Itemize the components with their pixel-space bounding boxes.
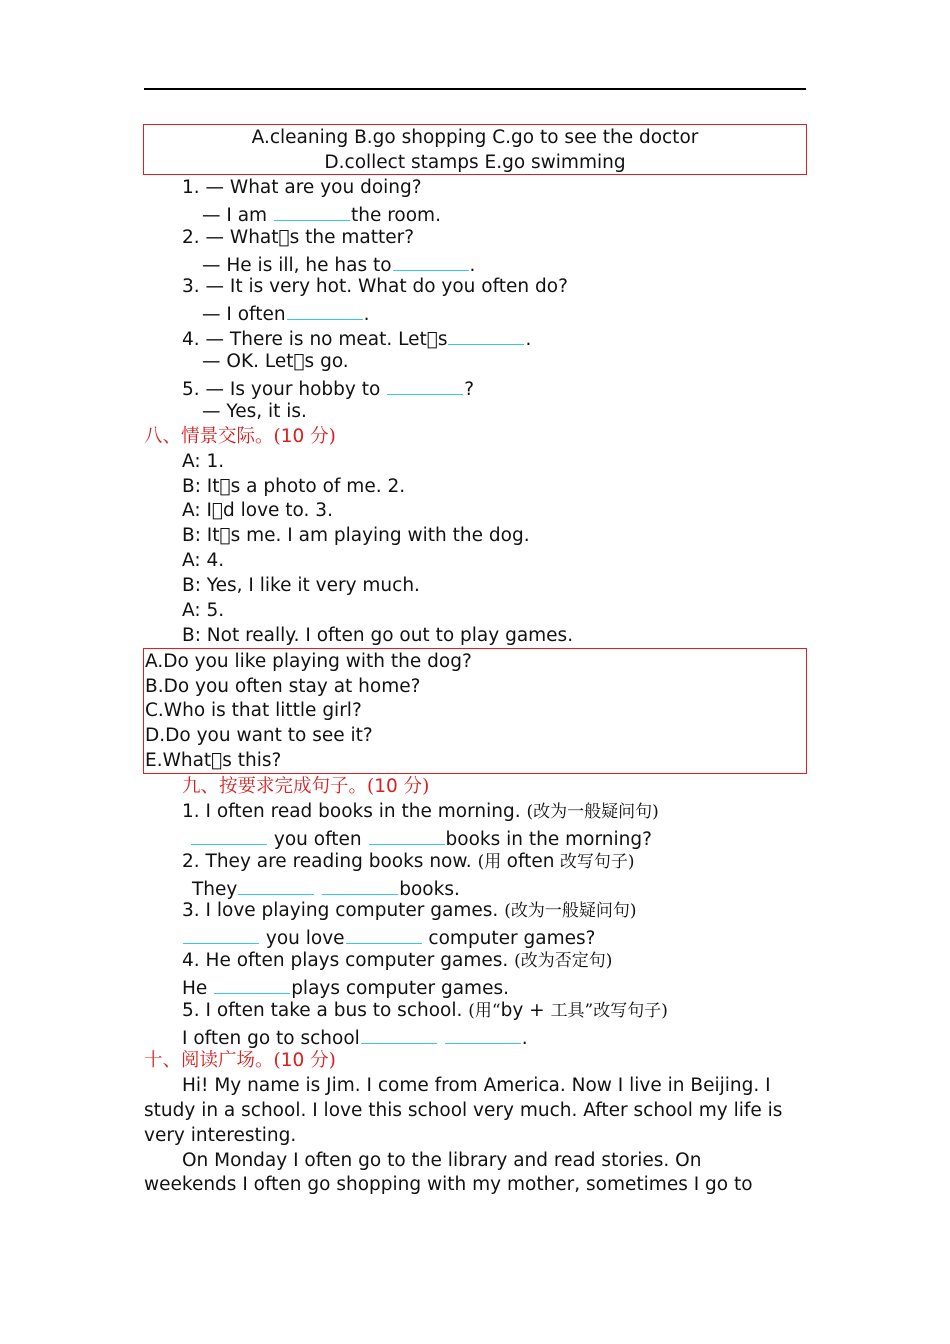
header-rule <box>144 88 806 90</box>
q7-4-answer: — OK. Let s go. <box>202 351 344 372</box>
answer-blank[interactable] <box>393 250 469 271</box>
answer-blank[interactable] <box>445 1023 521 1044</box>
q7-5-question: 5. — Is your hobby to ? <box>182 374 474 399</box>
option-e: E.What s this? <box>145 750 277 771</box>
answer-blank[interactable] <box>346 923 422 944</box>
answer-blank[interactable] <box>387 374 463 395</box>
word-bank-row-2: D.collect stamps E.go swimming <box>324 152 626 173</box>
answer-blank[interactable] <box>274 200 350 221</box>
q9-3-prompt: 3. I love playing computer games. (改为一般疑问句) <box>182 900 637 921</box>
q9-4-answer: He plays computer games. <box>182 973 509 998</box>
option-a: A.Do you like playing with the dog? <box>145 651 472 672</box>
reading-line: very interesting. <box>144 1125 297 1146</box>
dialogue-line: A: I d love to. 3. <box>182 500 328 521</box>
answer-blank[interactable] <box>448 324 524 345</box>
answer-blank[interactable] <box>183 923 259 944</box>
q7-3-answer: — I often . <box>202 299 369 324</box>
answer-blank[interactable] <box>369 824 445 845</box>
q7-1-answer: — I am the room. <box>202 200 441 225</box>
dialogue-line: B: Yes, I like it very much. <box>182 575 420 596</box>
option-c: C.Who is that little girl? <box>145 700 362 721</box>
q7-2-question: 2. — What s the matter? <box>182 227 409 248</box>
answer-blank[interactable] <box>322 874 398 895</box>
section-9-title: 九、按要求完成句子。(10 分) <box>182 776 430 797</box>
dialogue-line: B: It s a photo of me. 2. <box>182 476 400 497</box>
section-10-title: 十、阅读广场。(10 分) <box>144 1050 336 1071</box>
answer-blank[interactable] <box>361 1023 437 1044</box>
reading-line: Hi! My name is Jim. I come from America. Now I live in Beijing. I <box>182 1075 771 1096</box>
q9-3-answer: you love computer games? <box>182 923 595 948</box>
q7-4-question: 4. — There is no meat. Let s . <box>182 324 531 349</box>
q7-3-question: 3. — It is very hot. What do you often do? <box>182 276 568 297</box>
q7-1-question: 1. — What are you doing? <box>182 177 422 198</box>
section-8-title: 八、情景交际。(10 分) <box>144 426 336 447</box>
answer-blank[interactable] <box>238 874 314 895</box>
answer-blank[interactable] <box>214 973 290 994</box>
q9-5-answer: I often go to school . <box>182 1023 528 1048</box>
q9-1-prompt: 1. I often read books in the morning. (改为一般疑问句) <box>182 801 659 822</box>
dialogue-line: A: 1. <box>182 451 225 472</box>
dialogue-line: B: It s me. I am playing with the dog. <box>182 525 525 546</box>
dialogue-line: A: 5. <box>182 600 225 621</box>
word-bank-row-1: A.cleaning B.go shopping C.go to see the doctor <box>251 127 699 148</box>
dialogue-line: B: Not really. I often go out to play games. <box>182 625 574 646</box>
q9-1-answer: you often books in the morning? <box>190 824 652 849</box>
q9-4-prompt: 4. He often plays computer games. (改为否定句) <box>182 950 613 971</box>
answer-blank[interactable] <box>191 824 267 845</box>
option-d: D.Do you want to see it? <box>145 725 373 746</box>
q9-2-answer: They books. <box>192 874 460 899</box>
reading-line: study in a school. I love this school very much. After school my life is <box>144 1100 783 1121</box>
q7-2-answer: — He is ill, he has to . <box>202 250 475 275</box>
q9-5-prompt: 5. I often take a bus to school. (用“by + 工具”改写句子) <box>182 1000 668 1021</box>
reading-line: weekends I often go shopping with my mother, sometimes I go to <box>144 1174 753 1195</box>
answer-blank[interactable] <box>287 299 363 320</box>
option-b: B.Do you often stay at home? <box>145 676 421 697</box>
q7-5-answer: — Yes, it is. <box>202 401 307 422</box>
reading-line: On Monday I often go to the library and read stories. On <box>182 1150 702 1171</box>
dialogue-line: A: 4. <box>182 550 225 571</box>
q9-2-prompt: 2. They are reading books now. (用 often 改写句子) <box>182 851 635 872</box>
